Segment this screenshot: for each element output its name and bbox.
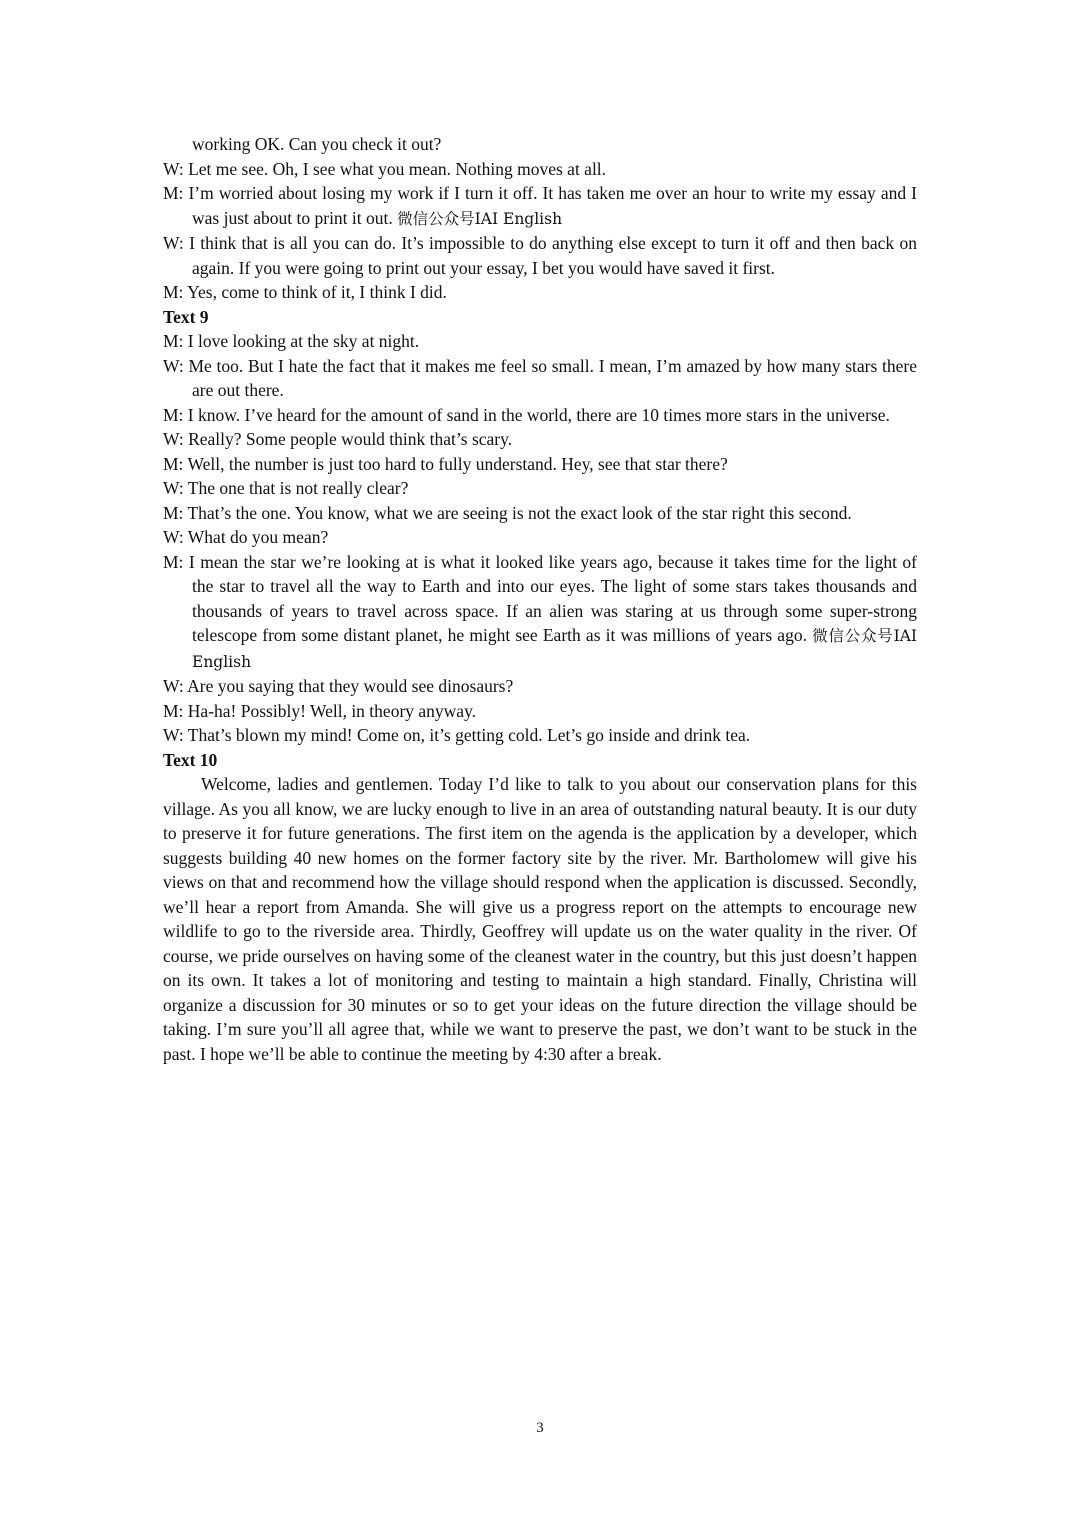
dialogue-line	[163, 550, 917, 675]
dialogue-line: M: Yes, come to think of it, I think I did.	[163, 282, 447, 302]
dialogue-line: W: The one that is not really clear?	[163, 478, 409, 498]
watermark-text: 微信公众号IAI English	[397, 209, 563, 228]
dialogue-line: M: Ha-ha! Possibly! Well, in theory anyway.	[163, 700, 477, 721]
dialogue-line	[163, 181, 917, 231]
dialogue-line: M: I know. I’ve heard for the amount of sand in the world, there are 10 times more stars in the universe.	[163, 404, 890, 425]
dialogue-line: W: What do you mean?	[163, 527, 329, 547]
dialogue-line: W: I think that is all you can do. It’s impossible to do anything else except to turn it off and then back on again. If you were going to print out your essay, I bet you would have saved it first.	[163, 233, 917, 278]
page-number: 3	[536, 1420, 544, 1436]
dialogue-line: W: Let me see. Oh, I see what you mean. Nothing moves at all.	[163, 158, 607, 179]
dialogue-line: W: That’s blown my mind! Come on, it’s getting cold. Let’s go inside and drink tea.	[163, 725, 751, 745]
dialogue-line: W: Are you saying that they would see dinosaurs?	[163, 676, 514, 696]
dialogue-line: M: I love looking at the sky at night.	[163, 331, 420, 351]
watermark-text: 微信公众号IAI English	[192, 627, 918, 671]
dialogue-text: M: I’m worried about losing my work if I turn it off. It has taken me over an hour to write my essay and I was just about to print it out.	[163, 183, 917, 228]
section-heading-text-10: Text 10	[163, 749, 218, 770]
dialogue-line: M: That’s the one. You know, what we are seeing is not the exact look of the star right this second.	[163, 502, 852, 523]
monologue-paragraph: Welcome, ladies and gentlemen. Today I’d like to talk to you about our conservation plans for this village. As you all know, we are lucky enough to live in an area of outstanding natural beauty. It is our duty to preserve it for future generations. The first item on the agenda is the application by a developer, which suggests building 40 new homes on the former factory site by the river. Mr. Bartholomew will give his views on that and recommend how the village should respond when the application is discussed. Secondly, we’ll hear a report from Amanda. She will give us a progress report on the attempts to encourage new wildlife to go to the riverside area. Thirdly, Geoffrey will update us on the water quality in the river. Of course, we pride ourselves on having some of the cleanest water in the country, but this just doesn’t happen on its own. It takes a lot of monitoring and testing to maintain a high standard. Finally, Christina will organize a discussion for 30 minutes or so to get your ideas on the future direction the village should be taking. I’m sure you’ll all agree that, while we want to preserve the past, we don’t want to be stuck in the past. I hope we’ll be able to continue the meeting by 4:30 after a break.	[163, 774, 917, 1064]
dialogue-line: working OK. Can you check it out?	[192, 134, 442, 154]
dialogue-line: M: Well, the number is just too hard to fully understand. Hey, see that star there?	[163, 453, 728, 474]
page-body	[163, 132, 917, 1066]
dialogue-line: W: Me too. But I hate the fact that it makes me feel so small. I mean, I’m amazed by how many stars there are out there.	[163, 355, 917, 400]
section-heading-text-9: Text 9	[163, 306, 209, 327]
dialogue-line: W: Really? Some people would think that’s scary.	[163, 429, 513, 449]
dialogue-text: M: I mean the star we’re looking at is what it looked like years ago, because it takes time for the light of the star to travel all the way to Earth and into our eyes. The light of some stars takes thousands and thousands of years to travel across space. If an alien was staring at us through some super-strong telescope from some distant planet, he might see Earth as it was millions of years ago.	[163, 551, 917, 645]
